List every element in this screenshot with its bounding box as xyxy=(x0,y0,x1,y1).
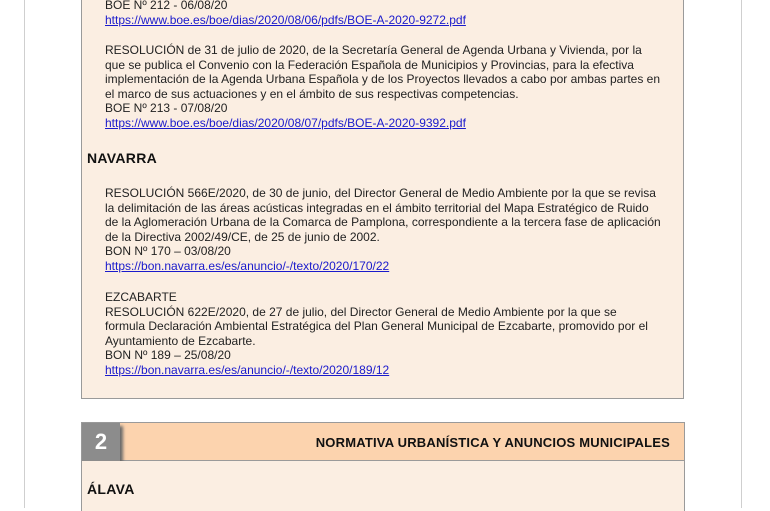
navarra-resolution-line: RESOLUCIÓN 622E/2020, de 27 de julio, del Director General de Medio Ambiente por la que se xyxy=(105,304,617,319)
navarra-resolution-line: RESOLUCIÓN 566E/2020, de 30 de junio, del Director General de Medio Ambiente por la que se revisa xyxy=(105,186,656,200)
boe-reference-1: BOE Nº 212 - 06/08/20 xyxy=(105,0,228,12)
bon-reference-1: BON Nº 170 – 03/08/20 xyxy=(105,244,231,259)
section-header xyxy=(81,422,685,461)
navarra-resolution-line: Ayuntamiento de Ezcabarte. xyxy=(105,333,256,348)
boe-link-1[interactable]: https://www.boe.es/boe/dias/2020/08/06/pdfs/BOE-A-2020-9272.pdf xyxy=(105,13,466,27)
bon-link-1[interactable]: https://bon.navarra.es/es/anuncio/-/texto/2020/170/22 xyxy=(105,259,390,273)
bon-reference-2: BON Nº 189 – 25/08/20 xyxy=(105,348,231,363)
boe-link-2[interactable]: https://www.boe.es/boe/dias/2020/08/07/pdfs/BOE-A-2020-9392.pdf xyxy=(105,116,466,130)
boe-resolution-line: el marco de sus actuaciones y en el ámbito de sus respectivas competencias. xyxy=(105,86,519,101)
boe-reference-2: BOE Nº 213 - 07/08/20 xyxy=(105,101,228,116)
region-heading-navarra: NAVARRA xyxy=(87,150,158,166)
boe-resolution-line: implementación de la Agenda Urbana Española y de los Proyectos llevados a cabo por ambas partes en xyxy=(105,72,661,87)
navarra-resolution-line: la delimitación de las áreas acústicas integradas en el ámbito territorial del Mapa Estratégico de Ruido xyxy=(105,200,649,215)
navarra-resolution-line: de la Aglomeración Urbana de la Comarca de Pamplona, correspondiente a la tercera fase de aplicación xyxy=(105,215,661,230)
region-heading-alava: ÁLAVA xyxy=(87,481,135,497)
section-title: NORMATIVA URBANÍSTICA Y ANUNCIOS MUNICIPALES xyxy=(315,435,670,450)
navarra-resolution-line: formula Declaración Ambiental Estratégica del Plan General Municipal de Ezcabarte, promovido por el xyxy=(105,319,648,334)
boe-resolution-line: que se publica el Convenio con la Federación Española de Municipios y Provincias, para la efectiva xyxy=(105,57,634,72)
navarra-resolution-line: de la Directiva 2002/49/CE, de 25 de junio de 2002. xyxy=(105,229,380,244)
section-panel xyxy=(81,461,685,511)
boe-resolution-line: RESOLUCIÓN de 31 de julio de 2020, de la Secretaría General de Agenda Urbana y Vivienda, por la xyxy=(105,43,642,57)
bon-link-2[interactable]: https://bon.navarra.es/es/anuncio/-/texto/2020/189/12 xyxy=(105,363,390,377)
section-number-badge: 2 xyxy=(82,423,120,463)
place-name-ezcabarte: EZCABARTE xyxy=(105,290,177,304)
